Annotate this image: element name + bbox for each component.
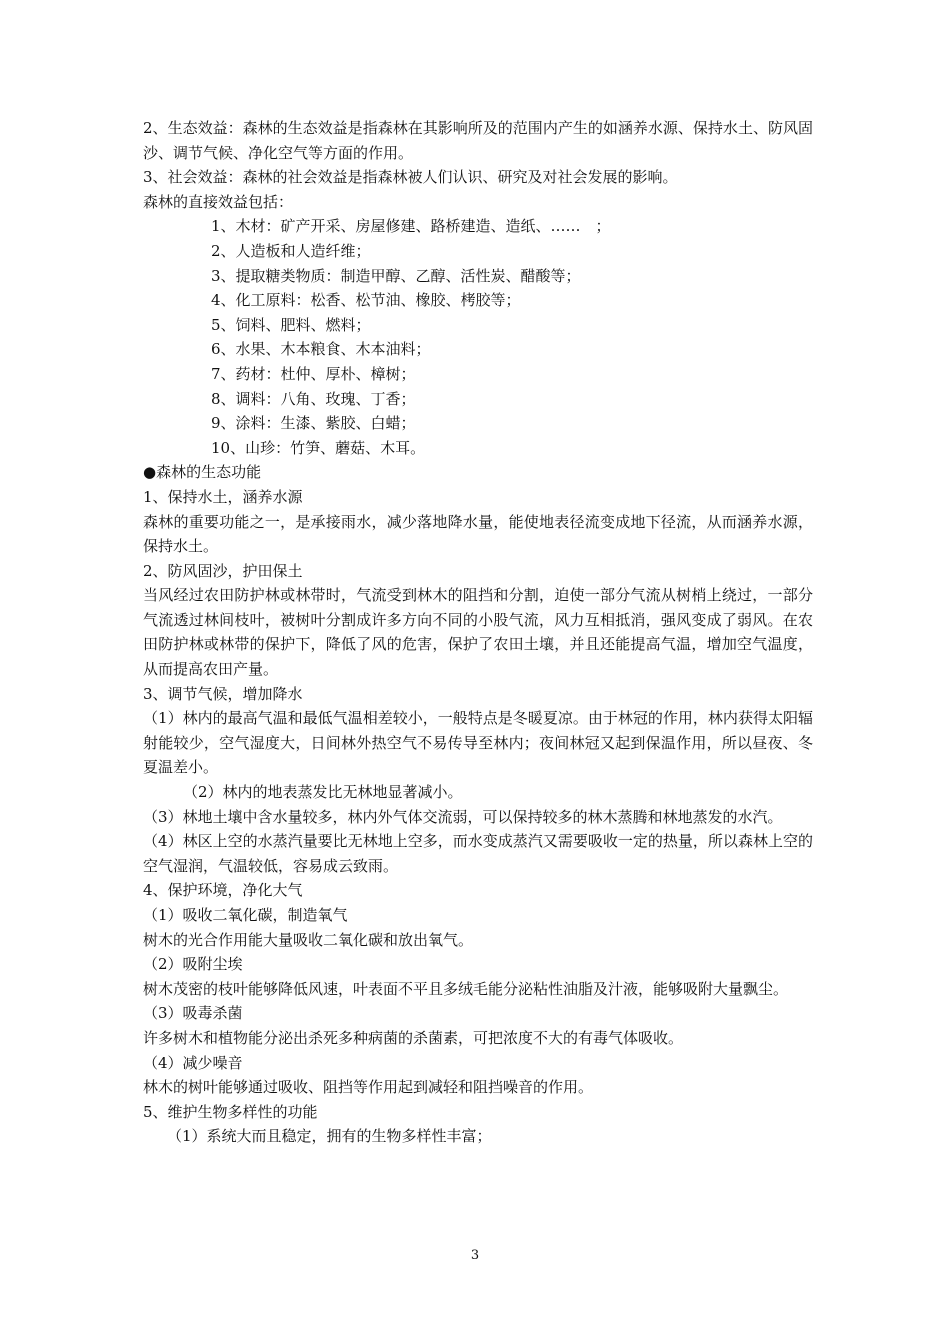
section-title-5: 5、维护生物多样性的功能 (143, 1102, 318, 1121)
section-4-sub-2-title: （2）吸附尘埃 (143, 955, 243, 974)
list-item: 2、人造板和人造纤维； (211, 241, 371, 260)
section-heading-eco-functions: ●森林的生态功能 (143, 463, 262, 482)
list-item: 10、山珍：竹笋、蘑菇、木耳。 (211, 438, 426, 457)
direct-benefits-list (143, 214, 813, 460)
list-item: 6、水果、木本粮食、木本油料； (211, 340, 431, 359)
section-title-1: 1、保持水土，涵养水源 (143, 487, 303, 506)
section-4-sub-2-text: 树木茂密的枝叶能够降低风速，叶表面不平且多绒毛能分泌粘性油脂及汁液，能够吸附大量飘尘。 (143, 979, 789, 998)
section-title-2: 2、防风固沙，护田保土 (143, 561, 303, 580)
paragraph-social-benefit: 3、社会效益：森林的社会效益是指森林被人们认识、研究及对社会发展的影响。 (143, 168, 678, 187)
section-3-point-2: （2）林内的地表蒸发比无林地显著减小。 (183, 783, 463, 802)
section-4-sub-1-title: （1）吸收二氧化碳，制造氧气 (143, 906, 348, 924)
list-item: 7、药材：杜仲、厚朴、樟树； (211, 364, 416, 383)
list-item: 5、饲料、肥料、燃料； (211, 315, 371, 334)
page-number: 3 (470, 1248, 480, 1263)
section-title-4: 4、保护环境，净化大气 (143, 881, 303, 900)
list-item: 3、提取糖类物质：制造甲醇、乙醇、活性炭、醋酸等； (211, 266, 581, 285)
section-4-sub-4-text: 林木的树叶能够通过吸收、阻挡等作用起到减轻和阻挡噪音的作用。 (143, 1078, 594, 1097)
list-item: 4、化工原料：松香、松节油、橡胶、栲胶等； (211, 291, 521, 310)
section-title-3: 3、调节气候，增加降水 (143, 684, 303, 703)
list-item: 1、木材：矿产开采、房屋修建、路桥建造、造纸、…… ； (211, 217, 611, 236)
list-item: 9、涂料：生漆、紫胶、白蜡； (211, 414, 416, 433)
section-5-point-1: （1）系统大而且稳定，拥有的生物多样性丰富； (167, 1127, 492, 1146)
section-text-1: 森林的重要功能之一，是承接雨水，减少落地降水量，能使地表径流变成地下径流，从而涵养水源，保持水土。 (143, 512, 813, 556)
section-4-sub-3-text: 许多树木和植物能分泌出杀死多种病菌的杀菌素，可把浓度不大的有毒气体吸收。 (143, 1028, 684, 1047)
section-text-2: 当风经过农田防护林或林带时，气流受到林木的阻挡和分割，迫使一部分气流从树梢上绕过，一部分气流透过林间枝叶，被树叶分割成许多方向不同的小股气流，风力互相抵消，强风变成了弱风。在农田防护林或林带的保护下，降低了风的危害，保护了农田土壤，并且还能提高气温，增加空气温度，从而提高农田产量。 (143, 586, 813, 679)
page-content (143, 116, 813, 1149)
section-4-sub-3-title: （3）吸毒杀菌 (143, 1004, 243, 1023)
paragraph-direct-benefits-intro: 森林的直接效益包括： (143, 192, 294, 211)
paragraph-ecological-benefit: 2、生态效益：森林的生态效益是指森林在其影响所及的范围内产生的如涵养水源、保持水土、防风固沙、调节气候、净化空气等方面的作用。 (143, 119, 813, 162)
list-item: 8、调料：八角、玫瑰、丁香； (211, 389, 416, 408)
section-4-sub-4-title: （4）减少噪音 (143, 1053, 243, 1072)
section-4-sub-1-text: 树木的光合作用能大量吸收二氧化碳和放出氧气。 (143, 930, 474, 949)
section-3-point-3: （3）林地土壤中含水量较多，林内外气体交流弱，可以保持较多的林木蒸腾和林地蒸发的水汽。 (143, 807, 783, 826)
section-3-point-4: （4）林区上空的水蒸汽量要比无林地上空多，而水变成蒸汽又需要吸收一定的热量，所以森林上空的空气湿润，气温较低，容易成云致雨。 (143, 832, 813, 875)
section-3-point-1: （1）林内的最高气温和最低气温相差较小，一般特点是冬暖夏凉。由于林冠的作用，林内获得太阳辐射能较少，空气湿度大，日间林外热空气不易传导至林内；夜间林冠又起到保温作用，所以昼夜、冬夏温差小。 (143, 709, 813, 777)
